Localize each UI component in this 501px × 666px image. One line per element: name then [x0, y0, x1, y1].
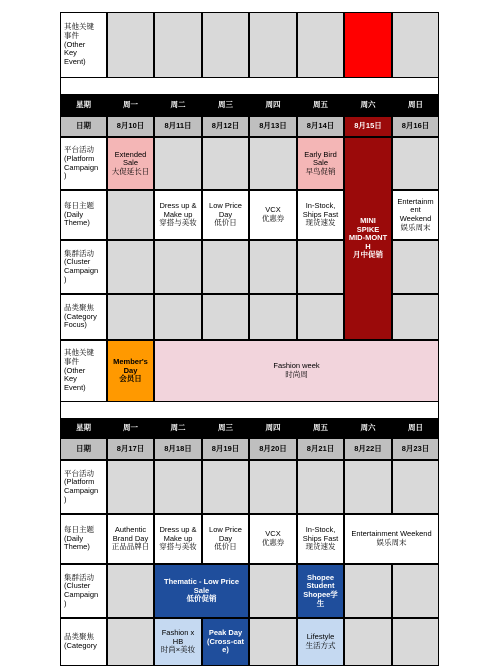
date-w1-2: 8月12日 — [202, 116, 249, 137]
cluster-w1-cell-7 — [392, 240, 439, 294]
row-label-other-top: 其他关键 事件 (Other Key Event) — [60, 12, 107, 78]
date-w2-1: 8月18日 — [154, 438, 202, 460]
entertainment-w1: Entertainm ent Weekend 娱乐周末 — [392, 190, 439, 240]
spacer-2 — [60, 402, 439, 418]
date-label-w1: 日期 — [60, 116, 107, 137]
platform-w1-cell-7 — [392, 137, 439, 190]
date-w1-6: 8月16日 — [392, 116, 439, 137]
weekday-header-w2-0: 周一 — [107, 418, 154, 438]
row-label-daily-w2: 每日主题 (Daily Theme) — [60, 514, 107, 564]
entertainment-w2: Entertainment Weekend 娱乐周末 — [344, 514, 439, 564]
date-w2-2: 8月19日 — [202, 438, 249, 460]
platform-w2-cell-6 — [344, 460, 392, 514]
category-w2-sat — [344, 618, 392, 666]
date-w1-4: 8月14日 — [297, 116, 344, 137]
category-w1-cell-5 — [297, 294, 344, 340]
row-label-platform-w2: 平台活动 (Platform Campaign ) — [60, 460, 107, 514]
mini-spike-cell: MINI SPIKE MID-MONT H 月中促销 — [344, 137, 392, 340]
cluster-w1-cell-5 — [297, 240, 344, 294]
weekday-header-w2-1: 周二 — [154, 418, 202, 438]
weekday-header-w1-4: 周五 — [297, 94, 344, 116]
date-w2-3: 8月20日 — [249, 438, 297, 460]
cluster-w1-cell-3 — [202, 240, 249, 294]
date-w1-5: 8月15日 — [344, 116, 392, 137]
date-w1-1: 8月11日 — [154, 116, 202, 137]
category-w1-cell-7 — [392, 294, 439, 340]
vcx-w1: VCX 优惠券 — [249, 190, 297, 240]
weekday-header-w2-4: 周五 — [297, 418, 344, 438]
weekday-header-label-w2: 星期 — [60, 418, 107, 438]
cluster-w2-sun — [392, 564, 439, 618]
platform-w1-cell-2 — [154, 137, 202, 190]
date-label-w2: 日期 — [60, 438, 107, 460]
date-w2-6: 8月23日 — [392, 438, 439, 460]
other-top-cell-3 — [202, 12, 249, 78]
weekday-header-w1-3: 周四 — [249, 94, 297, 116]
weekday-header-w2-2: 周三 — [202, 418, 249, 438]
dress-up-w2: Dress up & Make up 穿搭与美妆 — [154, 514, 202, 564]
row-label-category-w1: 品类聚焦 (Category Focus) — [60, 294, 107, 340]
low-price-w2: Low Price Day 低价日 — [202, 514, 249, 564]
platform-w2-cell-2 — [154, 460, 202, 514]
cluster-w1-cell-1 — [107, 240, 154, 294]
category-w1-cell-3 — [202, 294, 249, 340]
row-label-daily-w1: 每日主题 (Daily Theme) — [60, 190, 107, 240]
cluster-w2-thu — [249, 564, 297, 618]
weekday-header-w1-5: 周六 — [344, 94, 392, 116]
weekday-header-w1-6: 周日 — [392, 94, 439, 116]
lifestyle-cell: Lifestyle 生活方式 — [297, 618, 344, 666]
other-top-cell-1 — [107, 12, 154, 78]
in-stock-w1: In-Stock, Ships Fast 现货速发 — [297, 190, 344, 240]
category-w1-cell-2 — [154, 294, 202, 340]
red-block-top — [344, 12, 392, 78]
weekday-header-w1-2: 周三 — [202, 94, 249, 116]
in-stock-w2: In-Stock, Ships Fast 现货速发 — [297, 514, 344, 564]
platform-w2-cell-5 — [297, 460, 344, 514]
date-w2-4: 8月21日 — [297, 438, 344, 460]
daily-w1-mon — [107, 190, 154, 240]
row-label-cluster-w2: 集群活动 (Cluster Campaign ) — [60, 564, 107, 618]
date-w2-0: 8月17日 — [107, 438, 154, 460]
weekday-header-w2-3: 周四 — [249, 418, 297, 438]
row-label-other-w1: 其他关键 事件 (Other Key Event) — [60, 340, 107, 402]
spacer-1 — [60, 78, 439, 94]
other-top-cell-7 — [392, 12, 439, 78]
category-w2-thu — [249, 618, 297, 666]
category-w2-mon — [107, 618, 154, 666]
early-bird-cell: Early Bird Sale 早鸟促销 — [297, 137, 344, 190]
row-label-platform-w1: 平台活动 (Platform Campaign ) — [60, 137, 107, 190]
thematic-low-price-cell: Thematic - Low Price Sale 低价促销 — [154, 564, 249, 618]
platform-w1-cell-3 — [202, 137, 249, 190]
row-label-category-w2: 品类聚焦 (Category — [60, 618, 107, 666]
row-label-cluster-w1: 集群活动 (Cluster Campaign ) — [60, 240, 107, 294]
category-w1-cell-4 — [249, 294, 297, 340]
other-top-cell-2 — [154, 12, 202, 78]
category-w2-sun — [392, 618, 439, 666]
weekday-header-label-w1: 星期 — [60, 94, 107, 116]
cluster-w1-cell-4 — [249, 240, 297, 294]
cluster-w1-cell-2 — [154, 240, 202, 294]
weekday-header-w2-6: 周日 — [392, 418, 439, 438]
peak-day-cell: Peak Day (Cross-cat e) — [202, 618, 249, 666]
cluster-w2-mon — [107, 564, 154, 618]
platform-w2-cell-1 — [107, 460, 154, 514]
other-top-cell-4 — [249, 12, 297, 78]
fashion-hb-cell: Fashion x HB 时尚×美妆 — [154, 618, 202, 666]
fashion-week-cell: Fashion week 时尚周 — [154, 340, 439, 402]
low-price-w1: Low Price Day 低价日 — [202, 190, 249, 240]
platform-w2-cell-7 — [392, 460, 439, 514]
vcx-w2: VCX 优惠券 — [249, 514, 297, 564]
cluster-w2-sat — [344, 564, 392, 618]
authentic-brand-w2: Authentic Brand Day 正品品牌日 — [107, 514, 154, 564]
shopee-student-cell: Shopee Student Shopee学 生 — [297, 564, 344, 618]
date-w2-5: 8月22日 — [344, 438, 392, 460]
other-top-cell-5 — [297, 12, 344, 78]
date-w1-3: 8月13日 — [249, 116, 297, 137]
weekday-header-w2-5: 周六 — [344, 418, 392, 438]
date-w1-0: 8月10日 — [107, 116, 154, 137]
weekday-header-w1-1: 周二 — [154, 94, 202, 116]
extended-sale-cell: Extended Sale 大促延长日 — [107, 137, 154, 190]
members-day-cell: Member's Day 会员日 — [107, 340, 154, 402]
platform-w2-cell-3 — [202, 460, 249, 514]
platform-w1-cell-4 — [249, 137, 297, 190]
dress-up-w1: Dress up & Make up 穿搭与美妆 — [154, 190, 202, 240]
weekday-header-w1-0: 周一 — [107, 94, 154, 116]
platform-w2-cell-4 — [249, 460, 297, 514]
category-w1-cell-1 — [107, 294, 154, 340]
